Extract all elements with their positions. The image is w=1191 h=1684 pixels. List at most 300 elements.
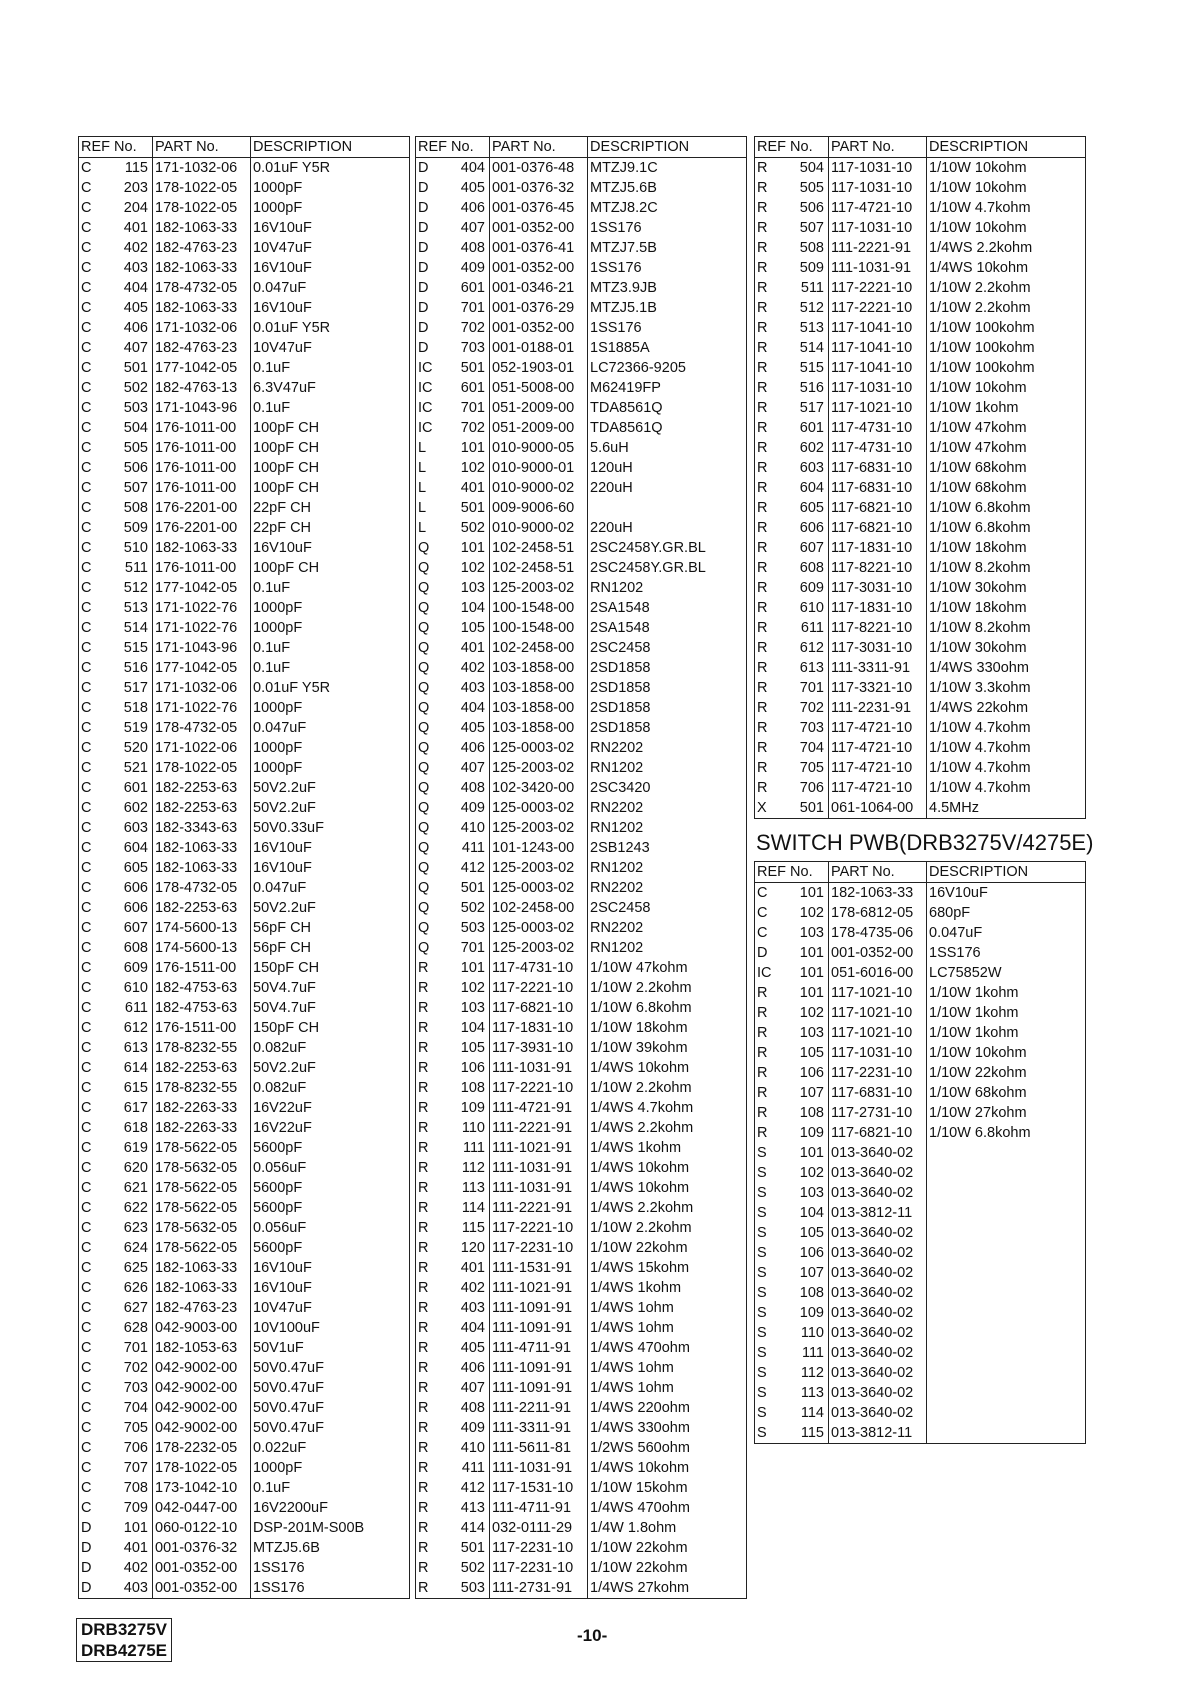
ref-number: 120 — [460, 1240, 485, 1256]
table-row — [755, 578, 1085, 598]
ref-type: R — [757, 180, 768, 196]
part-number: 001-0352-00 — [828, 943, 926, 963]
table-row — [416, 1458, 746, 1478]
part-number: 117-1041-10 — [828, 338, 926, 358]
description: 16V22uF — [250, 1118, 312, 1138]
ref-number: 501 — [460, 880, 485, 896]
table-row — [416, 1078, 746, 1098]
ref-number: 412 — [460, 860, 485, 876]
part-number: 013-3640-02 — [828, 1303, 926, 1323]
parts-table-1 — [78, 136, 410, 1599]
ref-number: 101 — [460, 440, 485, 456]
table-row — [416, 938, 746, 958]
description: 2SC2458 — [587, 898, 650, 918]
header-description: DESCRIPTION — [587, 137, 689, 157]
part-number: 177-1042-05 — [152, 358, 250, 378]
table-row — [79, 698, 409, 718]
description: 56pF CH — [250, 918, 311, 938]
ref-type: R — [418, 1140, 429, 1156]
table-row — [79, 1238, 409, 1258]
ref-number: 614 — [123, 1060, 148, 1076]
ref-number: 601 — [799, 420, 824, 436]
ref-number: 501 — [460, 360, 485, 376]
table-row — [79, 678, 409, 698]
ref-number: 115 — [124, 160, 148, 176]
ref-type: C — [81, 840, 92, 856]
ref-type: R — [418, 1440, 429, 1456]
table-row — [755, 778, 1085, 798]
description — [926, 1143, 929, 1163]
description: 1/4WS 1ohm — [587, 1318, 674, 1338]
description: 0.1uF — [250, 358, 290, 378]
description: 5600pF — [250, 1198, 302, 1218]
description: 1/4WS 2.2kohm — [926, 238, 1032, 258]
ref-number: 404 — [460, 700, 485, 716]
ref-number: 115 — [461, 1220, 485, 1236]
ref-type: C — [81, 1120, 92, 1136]
table-row — [755, 278, 1085, 298]
ref-number: 610 — [799, 600, 824, 616]
part-number: 103-1858-00 — [489, 658, 587, 678]
description: MTZJ5.1B — [587, 298, 657, 318]
table-row — [755, 1023, 1085, 1043]
part-number: 117-2231-10 — [489, 1238, 587, 1258]
ref-number: 101 — [799, 985, 824, 1001]
part-number: 051-2009-00 — [489, 398, 587, 418]
description: MTZJ8.2C — [587, 198, 658, 218]
ref-type: C — [81, 200, 92, 216]
part-number: 001-0352-00 — [489, 318, 587, 338]
ref-type: C — [81, 1140, 92, 1156]
table-row — [416, 1438, 746, 1458]
ref-type: Q — [418, 560, 430, 576]
ref-number: 604 — [123, 840, 148, 856]
ref-type: R — [757, 540, 768, 556]
ref-type: R — [757, 220, 768, 236]
part-number: 117-6821-10 — [828, 518, 926, 538]
ref-type: R — [418, 1100, 429, 1116]
table-row — [79, 378, 409, 398]
ref-type: C — [81, 260, 92, 276]
ref-number: 102 — [799, 905, 824, 921]
description: 2SD1858 — [587, 678, 650, 698]
part-number: 013-3640-02 — [828, 1223, 926, 1243]
part-number: 111-1091-91 — [489, 1318, 587, 1338]
part-number: 174-5600-13 — [152, 938, 250, 958]
description: 2SB1243 — [587, 838, 650, 858]
ref-number: 601 — [460, 280, 485, 296]
ref-type: R — [757, 700, 768, 716]
ref-number: 512 — [123, 580, 148, 596]
table-row — [755, 318, 1085, 338]
table-row — [79, 1398, 409, 1418]
description: 150pF CH — [250, 1018, 319, 1038]
part-number: 176-1511-00 — [152, 958, 250, 978]
description: 1/4WS 330ohm — [587, 1418, 690, 1438]
table-row — [416, 998, 746, 1018]
table-row — [416, 298, 746, 318]
part-number: 117-1031-10 — [828, 378, 926, 398]
table-row — [79, 1138, 409, 1158]
part-number: 182-1063-33 — [152, 258, 250, 278]
ref-type: Q — [418, 740, 430, 756]
parts-table-3 — [754, 136, 1086, 819]
ref-type: R — [418, 1020, 429, 1036]
header-part: PART No. — [828, 862, 926, 882]
description: 0.1uF — [250, 1478, 290, 1498]
ref-type: R — [418, 1560, 429, 1576]
table-row — [416, 718, 746, 738]
switch-pwb-table — [754, 861, 1086, 1444]
part-number: 117-2231-10 — [828, 1063, 926, 1083]
part-number: 111-2221-91 — [489, 1198, 587, 1218]
table-row — [79, 1438, 409, 1458]
table-row — [416, 1218, 746, 1238]
ref-number: 606 — [123, 900, 148, 916]
part-number: 117-1531-10 — [489, 1478, 587, 1498]
table-body — [79, 158, 409, 1598]
table-row — [79, 998, 409, 1018]
description: 1000pF — [250, 178, 302, 198]
part-number: 010-9000-02 — [489, 478, 587, 498]
part-number: 171-1032-06 — [152, 158, 250, 178]
part-number: 117-4731-10 — [489, 958, 587, 978]
table-row — [416, 1178, 746, 1198]
part-number: 176-1011-00 — [152, 418, 250, 438]
table-row — [79, 1538, 409, 1558]
ref-number: 409 — [460, 800, 485, 816]
ref-type: C — [81, 940, 92, 956]
table-row — [416, 798, 746, 818]
ref-number: 605 — [123, 860, 148, 876]
table-row — [79, 578, 409, 598]
description: 16V10uF — [926, 883, 988, 903]
ref-number: 513 — [123, 600, 148, 616]
description — [926, 1203, 929, 1223]
ref-type: C — [81, 1020, 92, 1036]
table-row — [416, 278, 746, 298]
part-number: 051-2009-00 — [489, 418, 587, 438]
ref-type: R — [757, 720, 768, 736]
table-row — [416, 738, 746, 758]
ref-type: R — [757, 680, 768, 696]
description: DSP-201M-S00B — [250, 1518, 364, 1538]
ref-number: 608 — [799, 560, 824, 576]
table-row — [79, 598, 409, 618]
page-number: -10- — [577, 1626, 608, 1645]
ref-type: R — [757, 560, 768, 576]
ref-type: R — [757, 420, 768, 436]
ref-number: 111 — [462, 1140, 485, 1156]
part-number: 100-1548-00 — [489, 618, 587, 638]
part-number: 101-1243-00 — [489, 838, 587, 858]
description: 1/4WS 470ohm — [587, 1338, 690, 1358]
table-row — [755, 598, 1085, 618]
ref-number: 701 — [799, 680, 824, 696]
ref-type: D — [81, 1580, 92, 1596]
ref-number: 204 — [123, 200, 148, 216]
description: RN1202 — [587, 758, 643, 778]
part-number: 051-5008-00 — [489, 378, 587, 398]
part-number: 013-3640-02 — [828, 1323, 926, 1343]
ref-number: 103 — [799, 1025, 824, 1041]
part-number: 117-1021-10 — [828, 398, 926, 418]
description: 1/10W 8.2kohm — [926, 558, 1031, 578]
part-number: 176-2201-00 — [152, 518, 250, 538]
ref-type: IC — [757, 965, 772, 981]
ref-number: 406 — [460, 1360, 485, 1376]
table-row — [416, 778, 746, 798]
ref-type: C — [81, 440, 92, 456]
description: LC72366-9205 — [587, 358, 686, 378]
ref-type: IC — [418, 360, 433, 376]
description: 1000pF — [250, 758, 302, 778]
description: 1/10W 4.7kohm — [926, 718, 1031, 738]
ref-number: 706 — [799, 780, 824, 796]
description: 1000pF — [250, 738, 302, 758]
description: 5.6uH — [587, 438, 629, 458]
ref-type: C — [81, 480, 92, 496]
part-number: 182-1063-33 — [152, 838, 250, 858]
table-row — [416, 958, 746, 978]
description: 16V2200uF — [250, 1498, 328, 1518]
ref-type: R — [418, 1260, 429, 1276]
description: 1/10W 4.7kohm — [926, 738, 1031, 758]
part-number: 182-4763-23 — [152, 238, 250, 258]
description: MTZJ9.1C — [587, 158, 658, 178]
ref-number: 604 — [799, 480, 824, 496]
table-row — [755, 1243, 1085, 1263]
ref-type: R — [418, 1000, 429, 1016]
part-number: 111-3311-91 — [489, 1418, 587, 1438]
ref-number: 603 — [799, 460, 824, 476]
part-number: 032-0111-29 — [489, 1518, 587, 1538]
table-body — [416, 158, 746, 1598]
ref-type: Q — [418, 860, 430, 876]
description: 1/10W 1kohm — [926, 398, 1018, 418]
table-row — [79, 658, 409, 678]
ref-type: IC — [418, 380, 433, 396]
ref-number: 611 — [800, 620, 824, 636]
ref-number: 701 — [123, 1340, 148, 1356]
description: 1SS176 — [587, 218, 642, 238]
table-row — [755, 338, 1085, 358]
description: 1/4WS 1kohm — [587, 1138, 681, 1158]
ref-number: 407 — [123, 340, 148, 356]
description — [926, 1383, 929, 1403]
ref-number: 506 — [123, 460, 148, 476]
table-row — [79, 538, 409, 558]
part-number: 111-1091-91 — [489, 1378, 587, 1398]
part-number: 102-2458-51 — [489, 538, 587, 558]
ref-number: 513 — [799, 320, 824, 336]
part-number: 178-5632-05 — [152, 1218, 250, 1238]
description: 1/10W 68kohm — [926, 458, 1027, 478]
ref-type: Q — [418, 700, 430, 716]
description: 1/4WS 1kohm — [587, 1278, 681, 1298]
table-row — [755, 558, 1085, 578]
ref-type: R — [418, 1340, 429, 1356]
table-row — [79, 1578, 409, 1598]
ref-type: R — [757, 1045, 768, 1061]
ref-number: 411 — [461, 1460, 485, 1476]
ref-type: C — [81, 360, 92, 376]
part-number: 117-1831-10 — [828, 538, 926, 558]
description: 1/10W 6.8kohm — [926, 498, 1031, 518]
description: 1/10W 15kohm — [587, 1478, 688, 1498]
part-number: 117-4721-10 — [828, 738, 926, 758]
ref-number: 506 — [799, 200, 824, 216]
table-row — [79, 1198, 409, 1218]
ref-type: R — [418, 1480, 429, 1496]
table-row — [755, 1043, 1085, 1063]
ref-number: 105 — [799, 1045, 824, 1061]
table-body — [755, 883, 1085, 1443]
description: 16V22uF — [250, 1098, 312, 1118]
description — [926, 1183, 929, 1203]
ref-number: 409 — [460, 1420, 485, 1436]
ref-type: R — [757, 440, 768, 456]
description: 1/4WS 10kohm — [587, 1178, 689, 1198]
ref-type: C — [81, 220, 92, 236]
description: 1/10W 1kohm — [926, 983, 1018, 1003]
table-row — [79, 218, 409, 238]
ref-type: C — [81, 740, 92, 756]
description: 16V10uF — [250, 1278, 312, 1298]
table-row — [79, 978, 409, 998]
table-header — [755, 137, 1085, 158]
ref-type: S — [757, 1145, 767, 1161]
part-number: 182-2263-33 — [152, 1098, 250, 1118]
ref-number: 403 — [460, 680, 485, 696]
ref-type: Q — [418, 580, 430, 596]
parts-table-2 — [415, 136, 747, 1599]
ref-type: Q — [418, 540, 430, 556]
ref-type: S — [757, 1365, 767, 1381]
description: 2SD1858 — [587, 718, 650, 738]
part-number: 117-8221-10 — [828, 558, 926, 578]
part-number: 100-1548-00 — [489, 598, 587, 618]
description: 1/4WS 27kohm — [587, 1578, 689, 1598]
table-row — [416, 498, 746, 518]
description: 16V10uF — [250, 218, 312, 238]
part-number: 176-1511-00 — [152, 1018, 250, 1038]
description: RN2202 — [587, 878, 643, 898]
ref-number: 509 — [123, 520, 148, 536]
description: RN2202 — [587, 738, 643, 758]
ref-type: R — [418, 1080, 429, 1096]
ref-type: R — [418, 1500, 429, 1516]
table-row — [79, 1078, 409, 1098]
part-number: 182-1053-63 — [152, 1338, 250, 1358]
table-row — [416, 1278, 746, 1298]
ref-type: R — [757, 620, 768, 636]
description: 1/10W 2.2kohm — [587, 1078, 692, 1098]
description: 16V10uF — [250, 1258, 312, 1278]
ref-number: 514 — [123, 620, 148, 636]
part-number: 117-2221-10 — [828, 298, 926, 318]
description — [926, 1363, 929, 1383]
ref-type: R — [757, 760, 768, 776]
table-row — [755, 198, 1085, 218]
table-row — [755, 1363, 1085, 1383]
part-number: 013-3812-11 — [828, 1203, 926, 1223]
ref-number: 626 — [123, 1280, 148, 1296]
ref-type: D — [81, 1540, 92, 1556]
ref-type: R — [757, 740, 768, 756]
ref-type: C — [81, 780, 92, 796]
description: 1/10W 68kohm — [926, 1083, 1027, 1103]
description: 1/4WS 15kohm — [587, 1258, 689, 1278]
ref-number: 605 — [799, 500, 824, 516]
ref-type: C — [81, 1100, 92, 1116]
part-number: 117-6821-10 — [489, 998, 587, 1018]
description: 2SC2458Y.GR.BL — [587, 538, 706, 558]
table-row — [755, 1263, 1085, 1283]
table-row — [416, 1258, 746, 1278]
part-number: 117-4721-10 — [828, 718, 926, 738]
part-number: 173-1042-10 — [152, 1478, 250, 1498]
part-number: 182-1063-33 — [152, 298, 250, 318]
header-ref: REF No. — [81, 139, 137, 155]
ref-type: S — [757, 1185, 767, 1201]
description: 100pF CH — [250, 418, 319, 438]
ref-number: 508 — [123, 500, 148, 516]
description: 50V2.2uF — [250, 778, 316, 798]
description: 1/10W 2.2kohm — [926, 278, 1031, 298]
ref-type: R — [757, 780, 768, 796]
table-row — [416, 758, 746, 778]
part-number: 013-3640-02 — [828, 1143, 926, 1163]
description: TDA8561Q — [587, 418, 663, 438]
part-number: 117-1041-10 — [828, 358, 926, 378]
table-row — [416, 698, 746, 718]
part-number: 001-0352-00 — [152, 1578, 250, 1598]
description: 100pF CH — [250, 478, 319, 498]
ref-type: R — [757, 1105, 768, 1121]
part-number: 182-4763-13 — [152, 378, 250, 398]
table-row — [79, 1498, 409, 1518]
table-row — [416, 1358, 746, 1378]
table-row — [755, 1103, 1085, 1123]
ref-number: 405 — [460, 720, 485, 736]
description: TDA8561Q — [587, 398, 663, 418]
ref-number: 515 — [799, 360, 824, 376]
ref-type: Q — [418, 900, 430, 916]
description — [926, 1343, 929, 1363]
ref-number: 606 — [123, 880, 148, 896]
ref-type: C — [81, 660, 92, 676]
part-number: 178-4732-05 — [152, 718, 250, 738]
ref-number: 503 — [123, 400, 148, 416]
table-row — [416, 418, 746, 438]
part-number: 176-1011-00 — [152, 438, 250, 458]
description: 16V10uF — [250, 538, 312, 558]
ref-number: 619 — [123, 1140, 148, 1156]
description: 120uH — [587, 458, 633, 478]
table-row — [416, 1318, 746, 1338]
part-number: 042-9002-00 — [152, 1378, 250, 1398]
table-row — [755, 1163, 1085, 1183]
description: 5600pF — [250, 1138, 302, 1158]
ref-number: 504 — [123, 420, 148, 436]
ref-type: R — [757, 600, 768, 616]
part-number: 111-5611-81 — [489, 1438, 587, 1458]
ref-type: D — [418, 180, 429, 196]
ref-number: 412 — [460, 1480, 485, 1496]
description: 50V1uF — [250, 1338, 304, 1358]
table-row — [755, 438, 1085, 458]
